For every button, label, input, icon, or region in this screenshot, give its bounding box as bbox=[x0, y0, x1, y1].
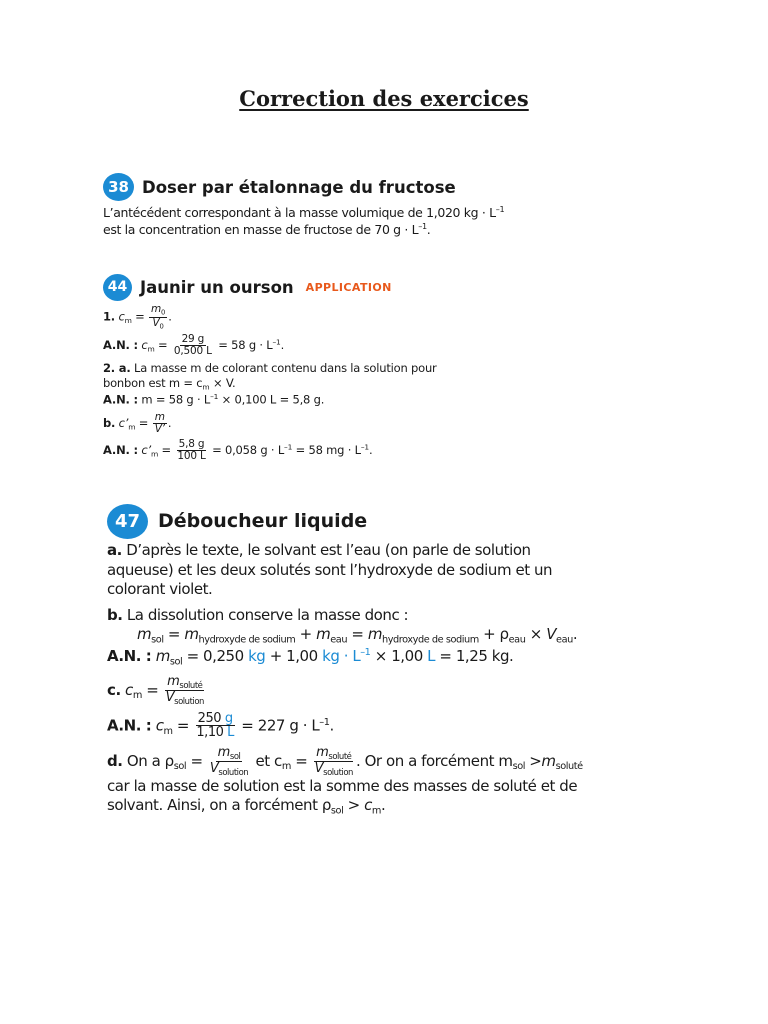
numerical-application-b: A.N. : $m_{sol} = 0,250$ kg + 1,00 kg · $L^{-1} \times 1,00$ L = 1,25 kg. bbox=[107, 647, 514, 668]
answer-a-line1: a. D’après le texte, le solvant est l’eau (on parle de solution bbox=[107, 541, 531, 559]
exercise-number-badge: 47 bbox=[107, 504, 148, 539]
numerical-application-1: A.N. : $c_m$ = $\frac{29 g}{0,500 L}$ = 58 $g \cdot L^{-1}$. bbox=[103, 333, 285, 358]
fraction: $\frac{m}{V’}$ bbox=[154, 410, 165, 435]
answer-line: L’antécédent correspondant à la masse volumique de 1,020 kg · $L^{-1}$ bbox=[103, 204, 505, 220]
fraction: $\frac{m_{soluté}}{V_{solution}}$ bbox=[165, 674, 204, 706]
fraction: $\frac{m_0}{V_0}$ bbox=[151, 303, 166, 330]
question-2a-line1: 2. a. La masse m de colorant contenu dans la solution pour bbox=[103, 361, 437, 376]
fraction: $\frac{250 g}{1,10 L}$ bbox=[196, 710, 234, 741]
exercise-38 bbox=[103, 172, 504, 238]
exercise-47-header bbox=[107, 503, 583, 539]
exercise-number-badge: 38 bbox=[103, 173, 134, 201]
fraction: $\frac{m_{sol}}{V_{solution}}$ bbox=[209, 745, 249, 777]
answer-c: c. $c_m$ = $\frac{m_{soluté}}{V_{solution}}$ bbox=[107, 674, 204, 706]
answer-d-line2: car la masse de solution est la somme des masses de soluté et de bbox=[107, 776, 578, 795]
fraction: $\frac{m_{soluté}}{V_{solution}}$ bbox=[314, 745, 353, 777]
exercise-44-header bbox=[103, 272, 437, 302]
numerical-application-3: A.N. : $c’_m$ = $\frac{5,8 g}{100 L}$ = 0,058 $g \cdot L^{-1} = 58$ mg · $L^{-1}$. bbox=[103, 437, 373, 462]
exercise-44 bbox=[103, 272, 437, 462]
exercise-title: Déboucheur liquide bbox=[158, 510, 368, 532]
fraction: $\frac{29 g}{0,500 L}$ bbox=[173, 333, 212, 358]
answer-a-line2: aqueuse) et les deux solutés sont l’hydroxyde de sodium et un bbox=[107, 560, 553, 579]
answer-a-line3: colorant violet. bbox=[107, 580, 213, 598]
exercise-number-badge: 44 bbox=[103, 274, 132, 301]
exercise-38-header bbox=[103, 172, 504, 202]
answer-d-line1: d. On a $\rho_{sol}$ = $\frac{m_{sol}}{V_{solution}}$ et $c_m$ = $\frac{m_{soluté}}{V_{solution}}$ . Or on a forcément $m_{sol} >m_{soluté}$ bbox=[107, 745, 583, 777]
answer-d-line3: solvant. Ainsi, on a forcément $\rho_{sol} > c_m$. bbox=[107, 796, 386, 817]
numerical-application-c: A.N. : $c_m$ = $\frac{250 g}{1,10 L}$ = 227 $g \cdot L^{-1}$. bbox=[107, 710, 334, 741]
exercise-47 bbox=[107, 503, 583, 818]
formula-cm: 1. $c_m$ = $\frac{m_0}{V_0}$ . bbox=[103, 303, 172, 330]
answer-b-line1: b. La dissolution conserve la masse donc : bbox=[107, 605, 409, 624]
page-title: Correction des exercices bbox=[239, 86, 529, 111]
exercise-44-answer bbox=[103, 304, 437, 462]
mass-conservation-equation: $m_{sol} = m_{hydroxyde de sodium} + m_{eau} = m_{hydroxyde de sodium} + \rho_{eau} \times V_{eau}$. bbox=[137, 625, 578, 646]
question-2b: b. $c’_m$ = $\frac{m}{V’}$ . bbox=[103, 410, 172, 435]
question-2a-line2: bonbon est $m = c_m \times V$. bbox=[103, 376, 236, 392]
numerical-application-2: A.N. : m = 58 $g \cdot L^{-1} \times 0,100$ L = 5,8 g. bbox=[103, 392, 325, 407]
exercise-38-answer bbox=[103, 204, 504, 238]
exercise-47-answer bbox=[107, 541, 583, 818]
application-tag: APPLICATION bbox=[305, 280, 392, 294]
fraction: $\frac{5,8 g}{100 L}$ bbox=[177, 437, 206, 462]
answer-line: est la concentration en masse de fructose de 70 $g \cdot L^{-1}$. bbox=[103, 221, 431, 237]
exercise-title: Doser par étalonnage du fructose bbox=[142, 177, 456, 197]
exercise-title: Jaunir un ourson bbox=[140, 277, 294, 297]
